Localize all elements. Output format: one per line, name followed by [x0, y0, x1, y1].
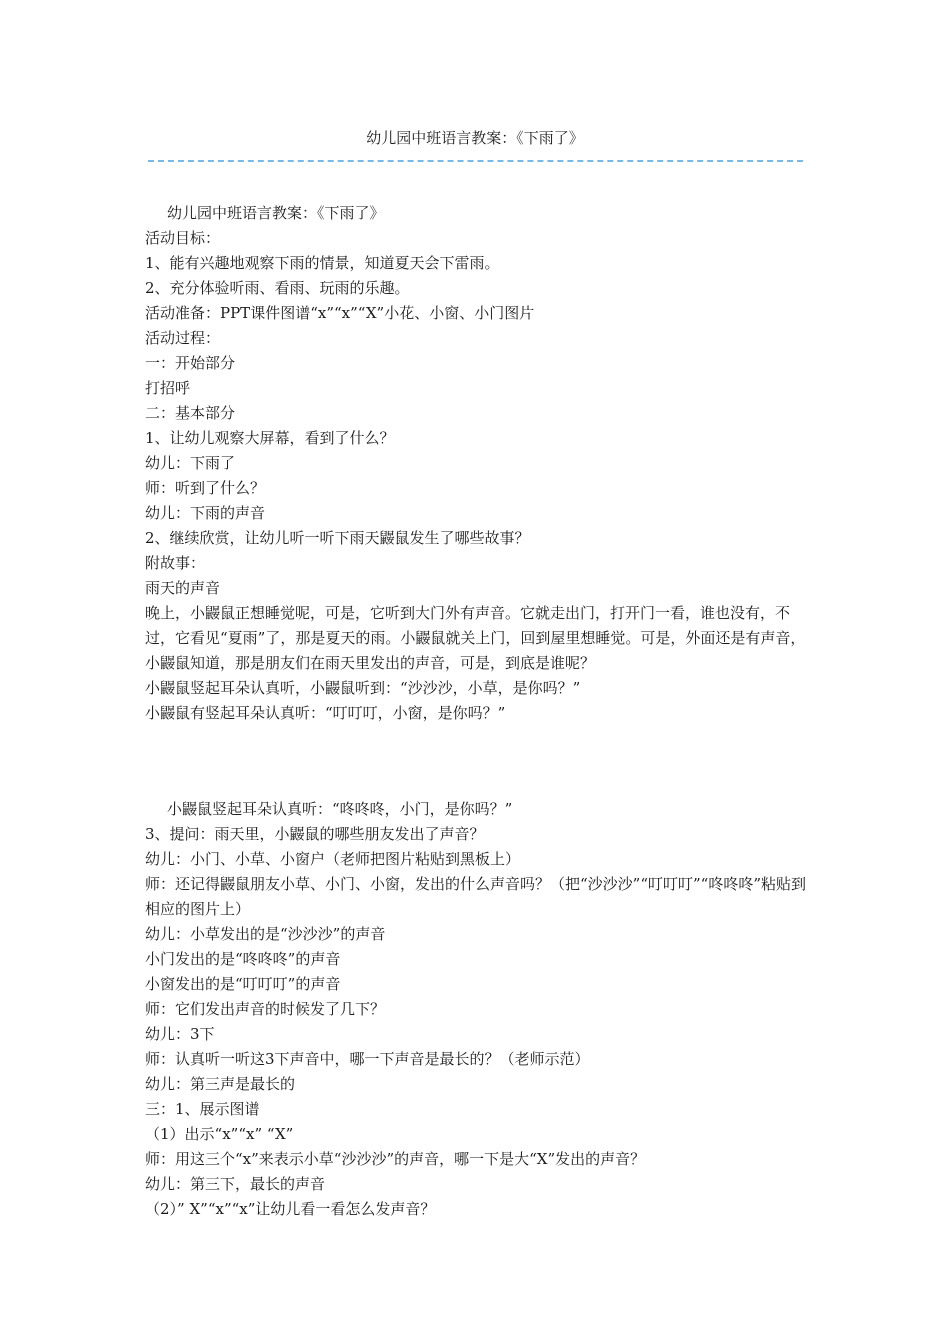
paragraph: 一：开始部分 — [145, 354, 236, 372]
paragraph: 幼儿：下雨了 — [145, 454, 236, 472]
paragraph: 活动过程： — [145, 329, 221, 347]
paragraph: 2、充分体验听雨、看雨、玩雨的乐趣。 — [145, 279, 410, 297]
paragraph: 活动目标： — [145, 229, 221, 247]
paragraph: 1、能有兴趣地观察下雨的情景，知道夏天会下雷雨。 — [145, 254, 500, 272]
paragraph: 雨天的声音 — [145, 579, 221, 597]
content-section-1 — [145, 201, 811, 726]
paragraph: 小鼹鼠竖起耳朵认真听：“咚咚咚，小门，是你吗？” — [167, 800, 513, 818]
page-title: 幼儿园中班语言教案：《下雨了》 — [366, 129, 584, 147]
paragraph: 附故事： — [145, 554, 206, 572]
paragraph: 师：认真听一听这3下声音中，哪一下声音是最长的？（老师示范） — [145, 1050, 590, 1068]
paragraph: 小窗发出的是“叮叮叮”的声音 — [145, 975, 341, 993]
paragraph: 幼儿：下雨的声音 — [145, 504, 266, 522]
paragraph: 二：基本部分 — [145, 404, 236, 422]
paragraph: 幼儿：第三下，最长的声音 — [145, 1175, 326, 1193]
paragraph: 打招呼 — [145, 379, 191, 397]
paragraph: 师：它们发出声音的时候发了几下？ — [145, 1000, 386, 1018]
content-section-2 — [145, 797, 811, 1222]
paragraph: 幼儿园中班语言教案：《下雨了》 — [167, 204, 385, 222]
paragraph: 三：1、展示图谱 — [145, 1100, 260, 1118]
paragraph: 幼儿：小草发出的是“沙沙沙”的声音 — [145, 925, 386, 943]
paragraph: 幼儿：3下 — [145, 1025, 215, 1043]
story-paragraph: 晚上，小鼹鼠正想睡觉呢，可是，它听到大门外有声音。它就走出门，打开门一看，谁也没有，不过，它看见“夏雨”了，那是夏天的雨。小鼹鼠就关上门，回到屋里想睡觉。可是，外面还是有声音，小鼹鼠知道，那是朋友们在雨天里发出的声音，可是，到底是谁呢？ — [145, 604, 806, 672]
paragraph: 小鼹鼠有竖起耳朵认真听：“叮叮叮，小窗，是你吗？” — [145, 704, 506, 722]
paragraph: 1、让幼儿观察大屏幕，看到了什么？ — [145, 429, 395, 447]
paragraph: （2）” X”“x”“x”让幼儿看一看怎么发声音？ — [145, 1200, 436, 1218]
paragraph: 师：听到了什么？ — [145, 479, 266, 497]
paragraph: 师：还记得鼹鼠朋友小草、小门、小窗，发出的什么声音吗？（把“沙沙沙”“叮叮叮”“咚咚咚”粘贴到相应的图片上） — [145, 875, 807, 918]
paragraph: 3、提问：雨天里，小鼹鼠的哪些朋友发出了声音？ — [145, 825, 485, 843]
paragraph: （1）出示“x”“x” “X” — [145, 1125, 294, 1143]
paragraph: 幼儿：小门、小草、小窗户（老师把图片粘贴到黑板上） — [145, 850, 521, 868]
paragraph: 小门发出的是“咚咚咚”的声音 — [145, 950, 341, 968]
title-divider — [148, 160, 803, 162]
paragraph: 2、继续欣赏，让幼儿听一听下雨天鼹鼠发生了哪些故事？ — [145, 529, 530, 547]
paragraph: 活动准备：PPT课件图谱“x”“x”“X”小花、小窗、小门图片 — [145, 304, 535, 322]
paragraph: 幼儿：第三声是最长的 — [145, 1075, 296, 1093]
paragraph: 小鼹鼠竖起耳朵认真听，小鼹鼠听到：“沙沙沙，小草，是你吗？” — [145, 679, 581, 697]
paragraph: 师：用这三个“x”来表示小草“沙沙沙”的声音，哪一下是大“X”发出的声音？ — [145, 1150, 646, 1168]
